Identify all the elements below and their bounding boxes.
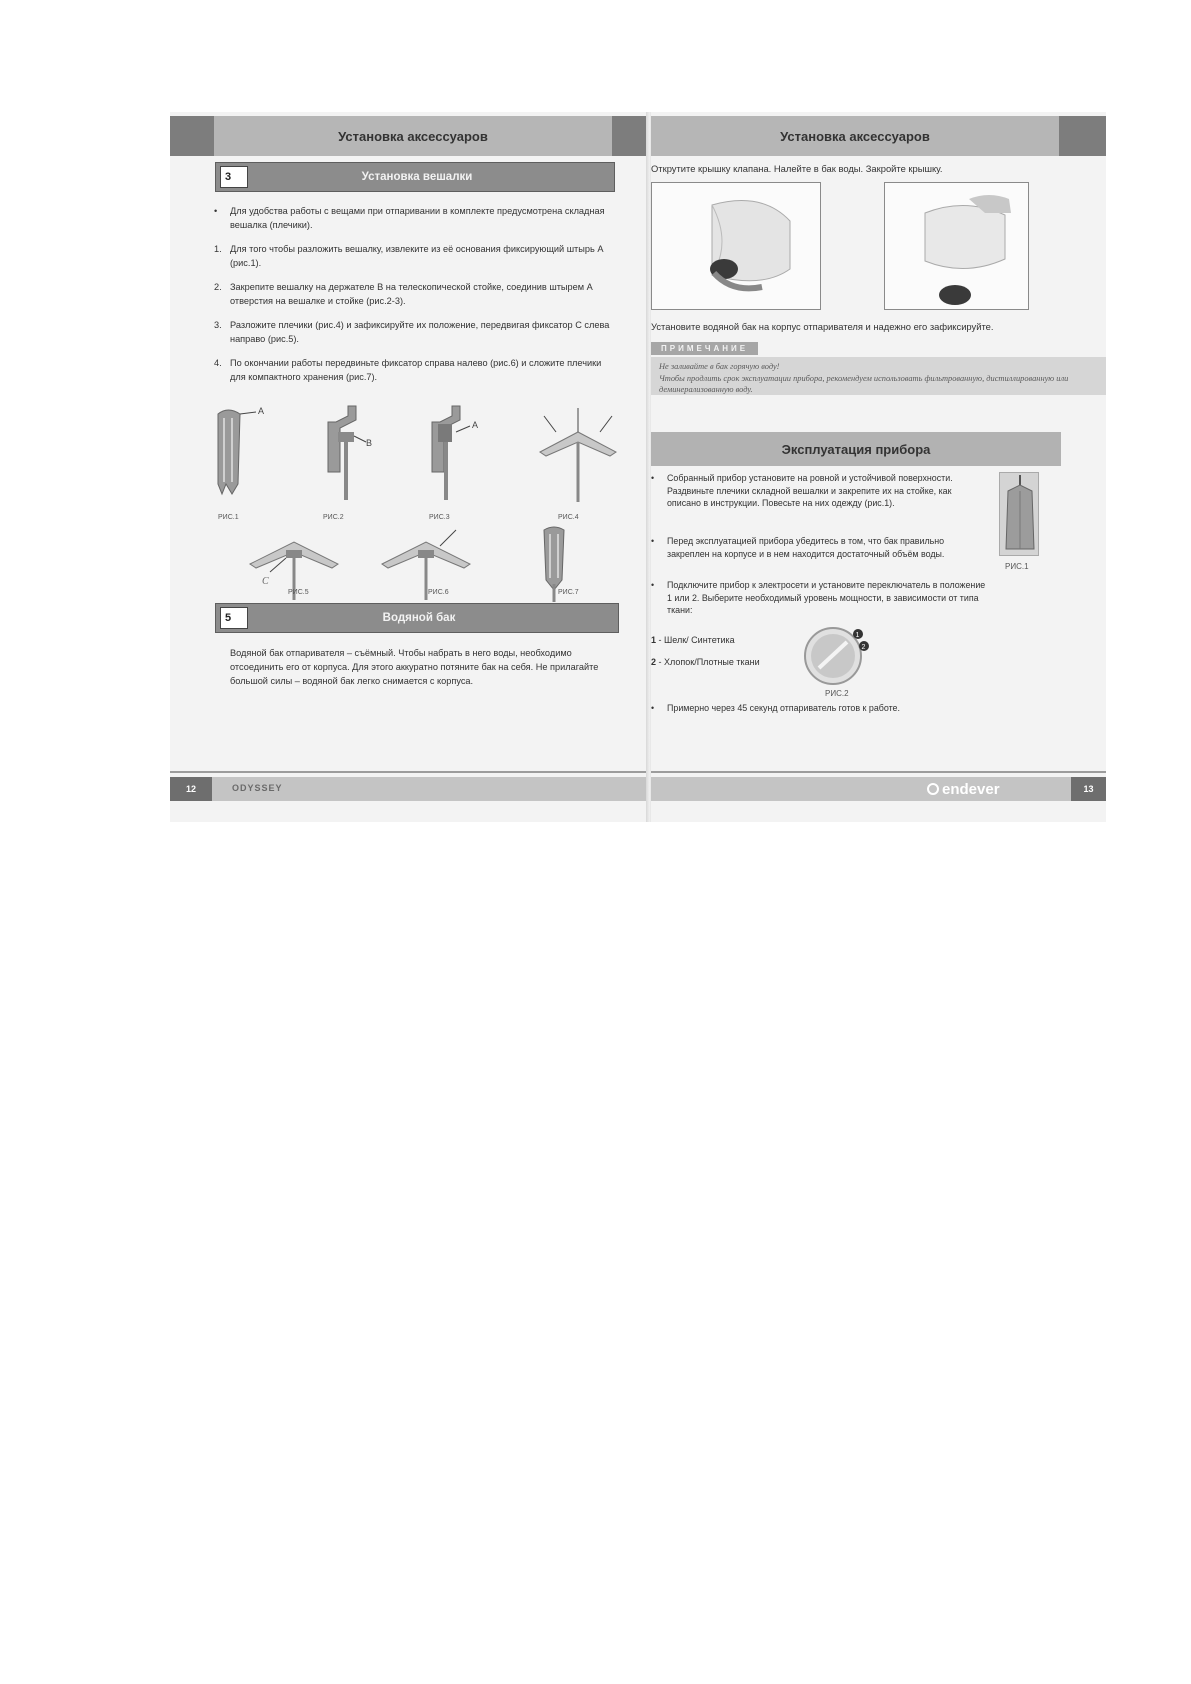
fig4-label: РИС.4 bbox=[558, 514, 579, 521]
header-tab-right-page bbox=[1059, 116, 1106, 156]
fig5-mark-c: C bbox=[262, 576, 269, 587]
mode-2-number: 2 bbox=[651, 657, 657, 667]
unscrew-instruction: Открутите крышку клапана. Налейте в бак воды. Закройте крышку. bbox=[651, 163, 943, 174]
fig3-mark-a: A bbox=[472, 420, 479, 430]
right-header: Установка аксессуаров bbox=[651, 116, 1059, 156]
step-text: По окончании работы передвиньте фиксатор справа налево (рис.6) и сложите плечики для компактного хранения (рис.7). bbox=[230, 358, 602, 382]
header-tab-left bbox=[170, 116, 214, 156]
mode-2 bbox=[651, 657, 760, 667]
left-header: Установка аксессуаров bbox=[214, 116, 612, 156]
fig2-drawing bbox=[328, 406, 366, 500]
garment-icon bbox=[1000, 473, 1040, 557]
fig1-label: РИС.1 bbox=[218, 514, 239, 521]
step-2 bbox=[214, 280, 614, 308]
fig3-drawing bbox=[432, 406, 470, 500]
fig5-label: РИС.5 bbox=[288, 589, 309, 596]
tank-photo-1-art bbox=[652, 183, 821, 310]
bullet-icon: • bbox=[651, 703, 655, 713]
footer-rule bbox=[170, 771, 648, 773]
left-page bbox=[170, 112, 648, 822]
op-bullet-3 bbox=[651, 579, 987, 617]
endever-logo-icon bbox=[927, 783, 939, 795]
water-tank-text: Водяной бак отпаривателя – съёмный. Чтобы набрать в него воды, необходимо отсоединить его от корпуса. Для этого аккуратно потяните бак на себя. Не прилагайте большой силы – водяной бак легко снимается с корпуса. bbox=[230, 648, 599, 686]
bullet-icon: • bbox=[651, 580, 655, 590]
op-bullet-text: Перед эксплуатацией прибора убедитесь в том, что бак правильно закреплен на корпусе и в нем находится достаточный объём воды. bbox=[667, 536, 945, 559]
op-bullet-1 bbox=[651, 472, 987, 510]
mode-1-number: 1 bbox=[651, 635, 657, 645]
footer-rule-right bbox=[651, 771, 1106, 773]
bullet-icon: • bbox=[651, 536, 655, 546]
endever-logo bbox=[927, 777, 1067, 801]
brand-odyssey: ODYSSEY bbox=[232, 783, 283, 793]
fig6-label: РИС.6 bbox=[428, 589, 449, 596]
fig2-dial-label: РИС.2 bbox=[825, 689, 849, 698]
final-bullet bbox=[651, 701, 987, 715]
fig1-drawing bbox=[218, 410, 256, 494]
step-4 bbox=[214, 356, 614, 384]
tank-photo-2-art bbox=[885, 183, 1029, 310]
step-number: 4. bbox=[214, 358, 222, 368]
op-bullet-text: Подключите прибор к электросети и установите переключатель в положение 1 или 2. Выберите необходимый уровень мощности, в зависимости от типа ткани: bbox=[667, 580, 986, 615]
bullet-icon: • bbox=[214, 206, 218, 216]
step-3 bbox=[214, 318, 614, 346]
operation-header: Эксплуатация прибора bbox=[651, 432, 1061, 466]
right-page bbox=[651, 112, 1106, 822]
step-text: Закрепите вешалку на держателе B на телескопической стойке, соединив штырем A отверстия на вешалке и стойке (рис.2-3). bbox=[230, 282, 593, 306]
fig2-mark-b: B bbox=[366, 438, 373, 448]
page-number-right: 13 bbox=[1071, 777, 1106, 801]
section-5-bar bbox=[215, 603, 619, 633]
manual-spread bbox=[170, 112, 1106, 822]
dial-mark-2: 2 bbox=[861, 644, 866, 651]
garment-photo bbox=[999, 472, 1039, 556]
step-number: 2. bbox=[214, 282, 222, 292]
mode-2-label: - Хлопок/Плотные ткани bbox=[658, 657, 760, 667]
section-5-number: 5 bbox=[220, 607, 248, 629]
section-3-number: 3 bbox=[220, 166, 248, 188]
hanger-figures-row2 bbox=[230, 524, 610, 604]
bullet-icon: • bbox=[651, 473, 655, 483]
section-5-title: Водяной бак bbox=[382, 612, 456, 624]
tank-photo-1 bbox=[651, 182, 821, 310]
dial-mark-1: 1 bbox=[855, 632, 860, 639]
note-label: ПРИМЕЧАНИЕ bbox=[651, 342, 758, 355]
op-bullet-2 bbox=[651, 535, 987, 560]
section-3-title: Установка вешалки bbox=[361, 171, 473, 183]
step-text: Для того чтобы разложить вешалку, извлеките из её основания фиксирующий штырь A (рис.1). bbox=[230, 244, 603, 268]
fig4-drawing bbox=[540, 408, 616, 502]
fig1-mark-a: A bbox=[258, 406, 265, 416]
tank-photo-2 bbox=[884, 182, 1029, 310]
note-warning: Не заливайте в бак горячую воду! bbox=[659, 362, 780, 371]
page-number-left: 12 bbox=[170, 777, 212, 801]
fig6-drawing bbox=[382, 530, 470, 600]
intro-bullet bbox=[214, 204, 614, 232]
step-text: Разложите плечики (рис.4) и зафиксируйте их положение, передвигая фиксатор C слева направо (рис.5). bbox=[230, 320, 610, 344]
mode-1-label: - Шелк/ Синтетика bbox=[658, 635, 735, 645]
mode-1 bbox=[651, 635, 735, 645]
fig1-photo-label: РИС.1 bbox=[1005, 562, 1029, 571]
final-bullet-text: Примерно через 45 секунд отпариватель готов к работе. bbox=[667, 703, 900, 713]
note-box bbox=[651, 357, 1106, 395]
note-recommendation: Чтобы продлить срок эксплуатации прибора, рекомендуем использовать фильтрованную, дистиллированную или деминерализованную воду. bbox=[659, 373, 1069, 394]
step-number: 3. bbox=[214, 320, 222, 330]
power-dial-icon bbox=[803, 622, 875, 688]
fig2-label: РИС.2 bbox=[323, 514, 344, 521]
step-1 bbox=[214, 242, 614, 270]
fig3-label: РИС.3 bbox=[429, 514, 450, 521]
op-bullet-text: Собранный прибор установите на ровной и устойчивой поверхности. Раздвиньте плечики складной вешалки и закрепите их на стойке, как описано в инструкции. Повесьте на них одежду (рис.1). bbox=[667, 473, 953, 508]
install-instruction: Установите водяной бак на корпус отпаривателя и надежно его зафиксируйте. bbox=[651, 321, 994, 332]
intro-bullet-text: Для удобства работы с вещами при отпаривании в комплекте предусмотрена складная вешалка (плечики). bbox=[230, 206, 605, 230]
header-tab-right bbox=[612, 116, 648, 156]
step-number: 1. bbox=[214, 244, 222, 254]
fig7-label: РИС.7 bbox=[558, 589, 579, 596]
section-3-bar bbox=[215, 162, 615, 192]
endever-logo-text: endever bbox=[942, 780, 1000, 798]
